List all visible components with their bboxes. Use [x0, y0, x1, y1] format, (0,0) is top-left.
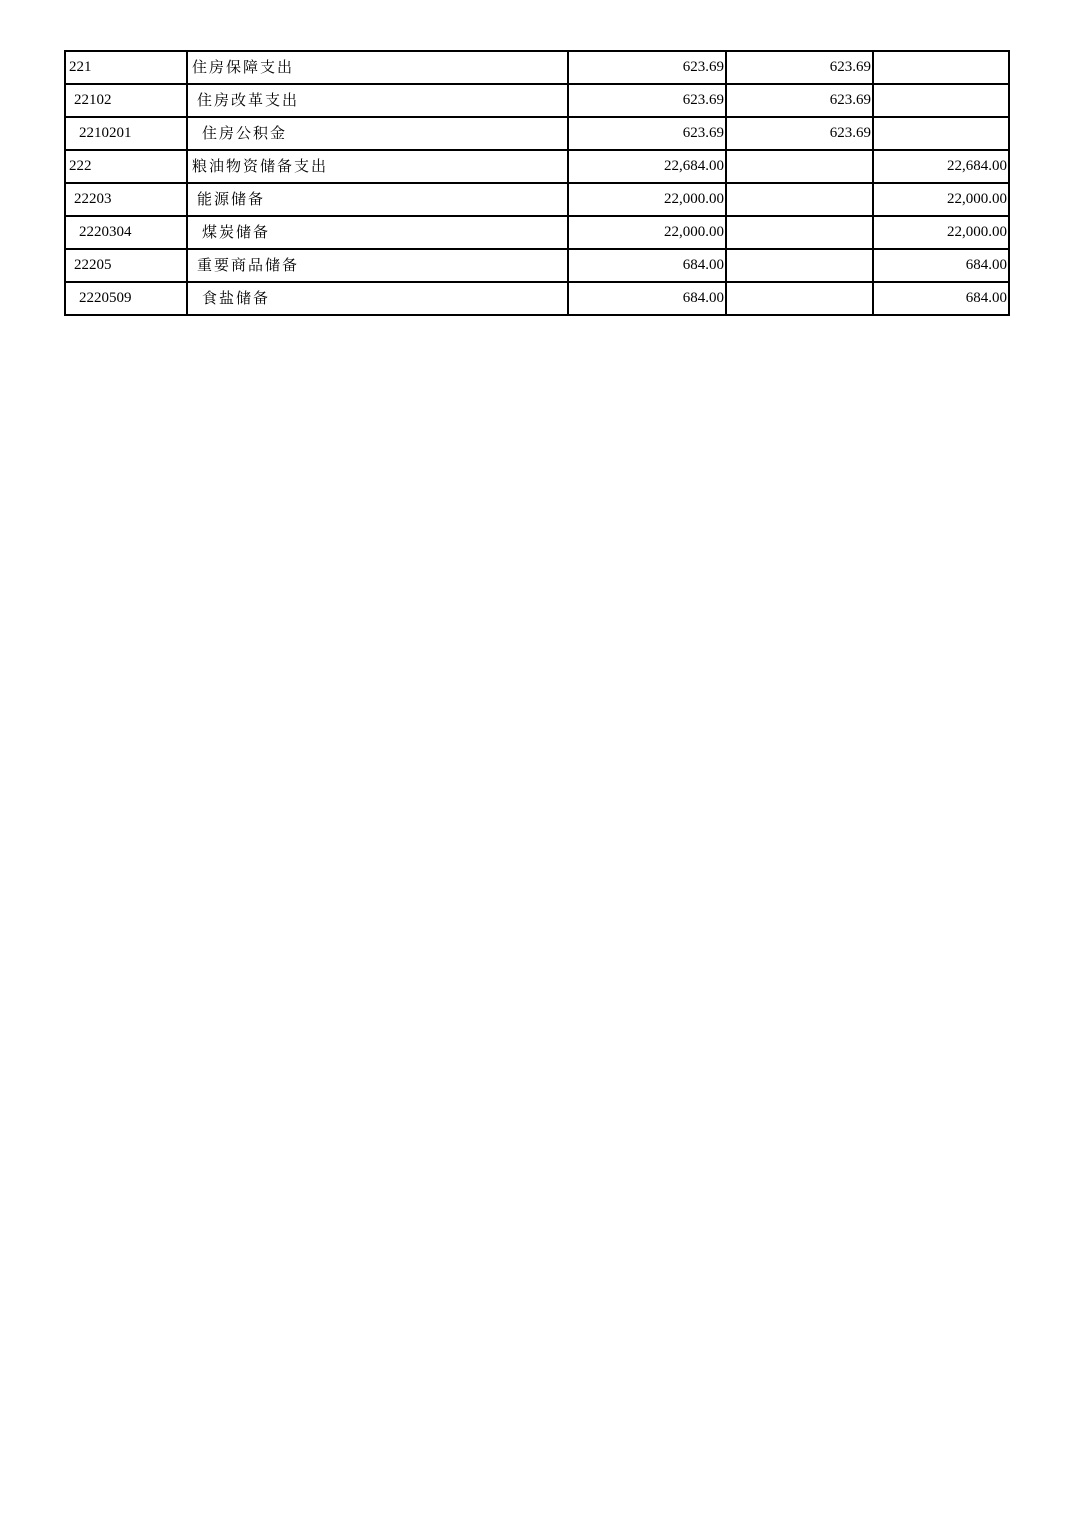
subject-name-cell: 能源储备: [187, 183, 568, 216]
basic-expenditure-cell: [726, 150, 873, 183]
total-amount-cell: 684.00: [568, 249, 726, 282]
subject-code-cell: 2220304: [65, 216, 187, 249]
table-body: [65, 51, 1009, 315]
subject-name-cell: 粮油物资储备支出: [187, 150, 568, 183]
table-row: [65, 84, 1009, 117]
basic-expenditure-cell: 623.69: [726, 51, 873, 84]
subject-code-cell: 222: [65, 150, 187, 183]
basic-expenditure-cell: 623.69: [726, 117, 873, 150]
total-amount-cell: 22,000.00: [568, 183, 726, 216]
subject-code-cell: 22205: [65, 249, 187, 282]
subject-code-cell: 22203: [65, 183, 187, 216]
project-expenditure-cell: [873, 117, 1009, 150]
subject-code-cell: 221: [65, 51, 187, 84]
project-expenditure-cell: 22,000.00: [873, 183, 1009, 216]
subject-code-cell: 2220509: [65, 282, 187, 315]
subject-name-cell: 住房改革支出: [187, 84, 568, 117]
total-amount-cell: 22,684.00: [568, 150, 726, 183]
table-row: [65, 51, 1009, 84]
total-amount-cell: 684.00: [568, 282, 726, 315]
subject-code-cell: 2210201: [65, 117, 187, 150]
project-expenditure-cell: 684.00: [873, 249, 1009, 282]
total-amount-cell: 22,000.00: [568, 216, 726, 249]
subject-name-cell: 住房保障支出: [187, 51, 568, 84]
basic-expenditure-cell: [726, 183, 873, 216]
table-row: [65, 216, 1009, 249]
project-expenditure-cell: [873, 84, 1009, 117]
basic-expenditure-cell: [726, 216, 873, 249]
total-amount-cell: 623.69: [568, 117, 726, 150]
total-amount-cell: 623.69: [568, 84, 726, 117]
table-row: [65, 183, 1009, 216]
table-row: [65, 282, 1009, 315]
table-row: [65, 117, 1009, 150]
project-expenditure-cell: [873, 51, 1009, 84]
table-row: [65, 150, 1009, 183]
budget-expenditure-table: [64, 50, 1010, 316]
project-expenditure-cell: 684.00: [873, 282, 1009, 315]
subject-name-cell: 煤炭储备: [187, 216, 568, 249]
basic-expenditure-cell: [726, 249, 873, 282]
table-row: [65, 249, 1009, 282]
subject-code-cell: 22102: [65, 84, 187, 117]
project-expenditure-cell: 22,684.00: [873, 150, 1009, 183]
project-expenditure-cell: 22,000.00: [873, 216, 1009, 249]
subject-name-cell: 住房公积金: [187, 117, 568, 150]
subject-name-cell: 重要商品储备: [187, 249, 568, 282]
basic-expenditure-cell: [726, 282, 873, 315]
basic-expenditure-cell: 623.69: [726, 84, 873, 117]
total-amount-cell: 623.69: [568, 51, 726, 84]
subject-name-cell: 食盐储备: [187, 282, 568, 315]
